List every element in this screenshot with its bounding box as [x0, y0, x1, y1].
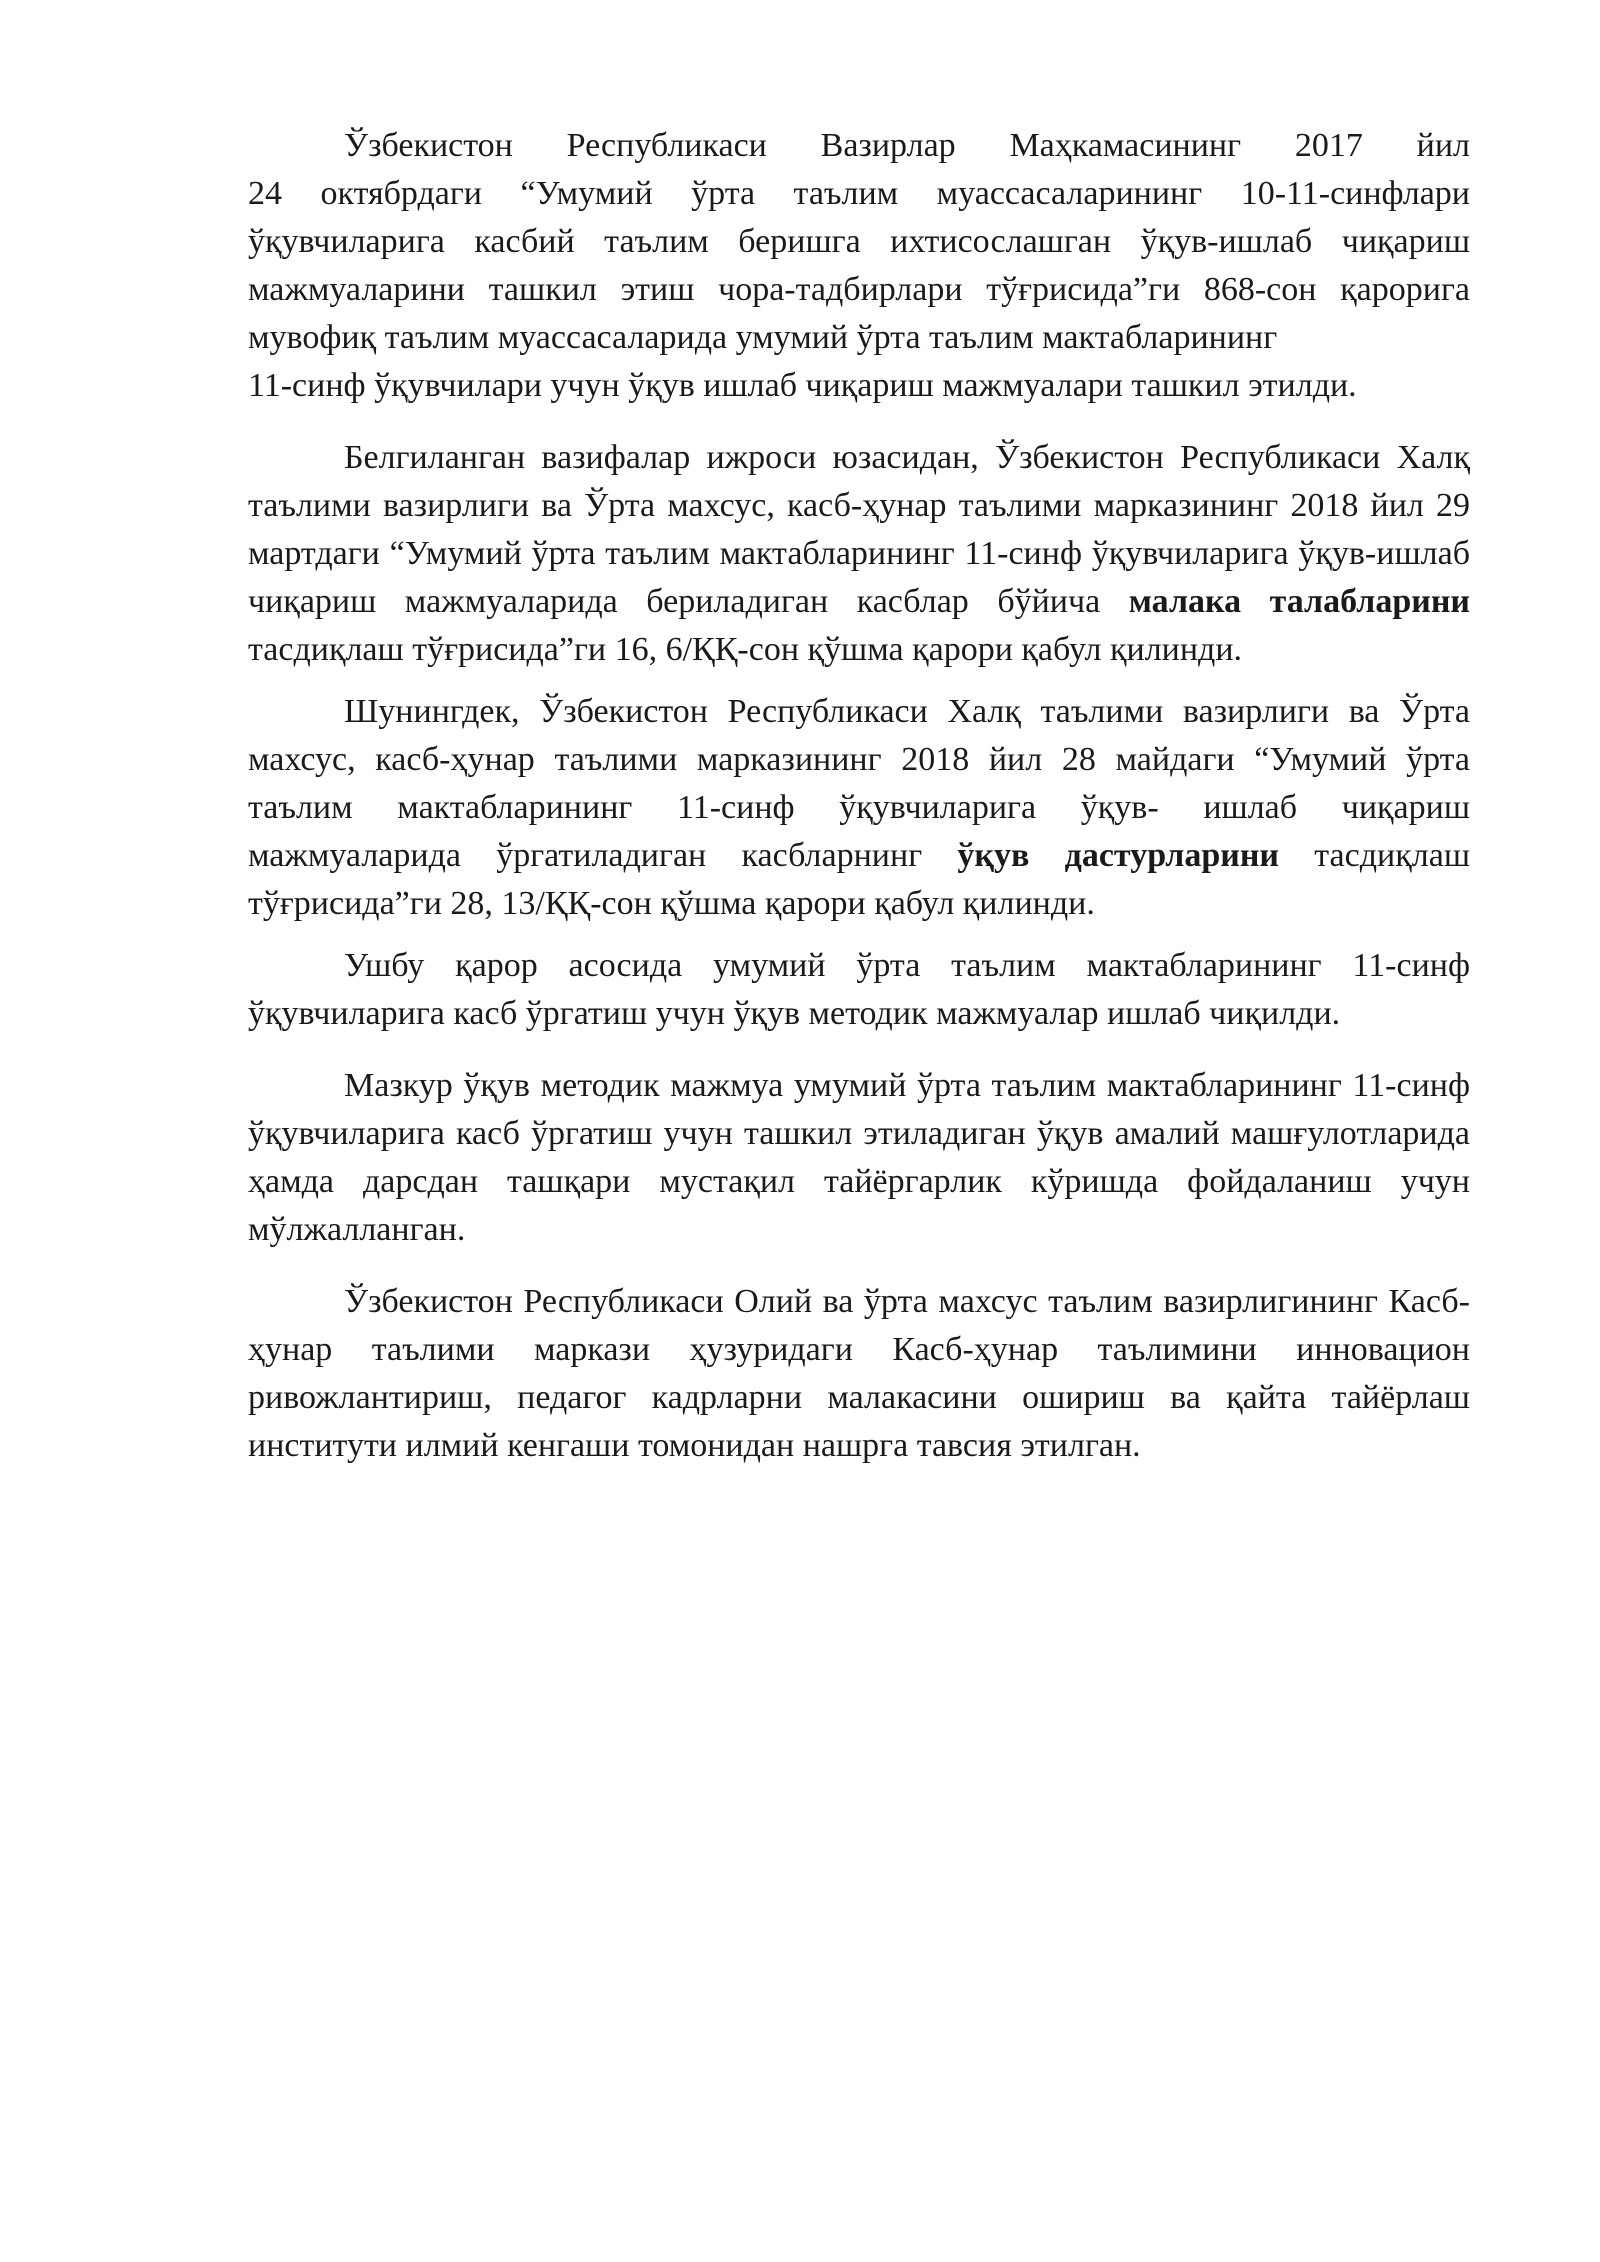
paragraph-2	[248, 434, 1470, 674]
paragraph-2-text-after: тасдиқлаш тўғрисида”ги 16, 6/ҚҚ-сон қўшма қарори қабул қилинди.	[248, 631, 1243, 668]
paragraph-3-text-before: Шунингдек, Ўзбекистон Республикаси Халқ таълими вазирлиги ва Ўрта махсус, касб-ҳунар таълими марказининг 2018 йил 28 майдаги “Умумий ўрта таълим мактабларининг 11-синф ўқувчиларига ўқув- ишлаб чиқариш мажмуаларида ўргатиладиган касбларнинг	[248, 693, 1470, 874]
paragraph-4: Ушбу қарор асосида умумий ўрта таълим мактабларининг 11-синф ўқувчиларига касб ўргатиш учун ўқув методик мажмуалар ишлаб чиқилди.	[248, 947, 1470, 1032]
paragraph-1-line-2: 24 октябрдаги “Умумий ўрта таълим муассасаларининг 10-11-синфлари ўқувчиларига касбий таълим беришга ихтисослашган ўқув-ишлаб чиқариш мажмуаларини ташкил этиш чора-тадбирлари тўғрисида”ги 868-сон қарорига мувофиқ таълим муассасаларида умумий ўрта таълим мактабларининг	[248, 175, 1470, 356]
paragraph-3	[248, 688, 1470, 928]
paragraph-1-line-3: 11-синф ўқувчилари учун ўқув ишлаб чиқариш мажмуалари ташкил этилди.	[248, 367, 1357, 404]
paragraph-1-line-1: Ўзбекистон Республикаси Вазирлар Маҳкамасининг 2017 йил	[344, 127, 1470, 164]
paragraph-2-text-before: Белгиланган вазифалар ижроси юзасидан, Ўзбекистон Республикаси Халқ таълими вазирлиги ва Ўрта махсус, касб-ҳунар таълими марказининг 2018 йил 29 мартдаги “Умумий ўрта таълим мактабларининг 11-синф ўқувчиларига ўқув-ишлаб чиқариш мажмуаларида бериладиган касблар бўйича	[248, 439, 1470, 620]
paragraph-3-text-after: тасдиқлаш тўғрисида”ги 28, 13/ҚҚ-сон қўшма қарори қабул қилинди.	[248, 837, 1470, 922]
paragraph-2-bold-text: малака талабларини	[1128, 583, 1471, 620]
document-body	[248, 122, 1470, 1470]
paragraph-3-bold-text: ўқув дастурларини	[957, 837, 1280, 874]
paragraph-6: Ўзбекистон Республикаси Олий ва ўрта махсус таълим вазирлигининг Касб-ҳунар таълими маркази ҳузуридаги Касб-ҳунар таълимини инновацион ривожлантириш, педагог кадрларни малакасини ошириш ва қайта тайёрлаш институти илмий кенгаши томонидан нашрга тавсия этилган.	[248, 1283, 1470, 1464]
paragraph-1	[248, 122, 1470, 410]
paragraph-5: Мазкур ўқув методик мажмуа умумий ўрта таълим мактабларининг 11-синф ўқувчиларига касб ўргатиш учун ташкил этиладиган ўқув амалий машғулотларида ҳамда дарсдан ташқари мустақил тайёргарлик кўришда фойдаланиш учун мўлжалланган.	[248, 1067, 1470, 1248]
